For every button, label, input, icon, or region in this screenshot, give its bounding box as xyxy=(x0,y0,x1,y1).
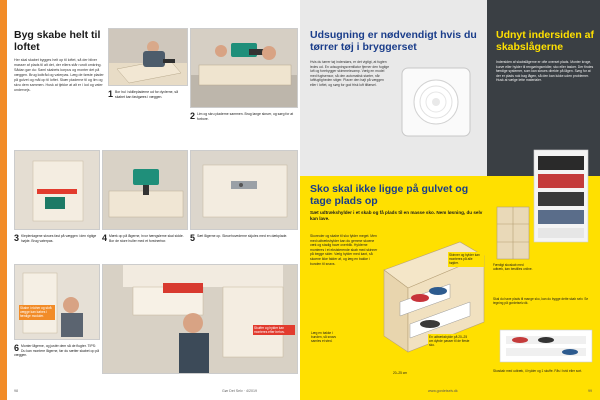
door-storage-title: Udnyt indersiden af skabslågerne xyxy=(496,29,595,53)
ventilation-body: Hvis du tørrer tøj indendørs, er det vigtigt, at fugten ledes ud. En udsugningsventilator fjerner den fugtige luft og forebygger skimmelsvamp. Vælg en model med fugtsensor, så den automatisk starter, når luftfugtigheden stiger. Placer den højt på væggen eller i loftet, og sørg for god frisk luft tilførsel. xyxy=(310,60,390,87)
step-caption-2 xyxy=(190,112,298,121)
photo-saw-work xyxy=(108,28,188,86)
shoe-cabinet-product xyxy=(532,148,590,244)
orange-accent-strip xyxy=(0,0,7,400)
photo-hinge-drill xyxy=(102,150,188,230)
step-caption-6 xyxy=(14,344,100,358)
photo-level-mount xyxy=(14,150,100,230)
step-text-1: Bor hul i skillepladerne ud for dyvlerne, så skabet kan fastgøres i væggen. xyxy=(115,90,178,99)
left-page-intro: Her skal skabet bygges helt op til loftet, så der bliver masser af plads til alt det, der ellers står rundt omkring. Sådan gør du: Saml skabets korpus og monter det på væggen. Brug lodtråd og vaterpas. Læg de første plader på gulvet og mål op til loftet. Skær pladerne til og lim og skru dem sammen. Husk at tjekke at alt er i lod og vater undervejs. xyxy=(14,58,104,92)
shoe-shelf-product xyxy=(496,326,596,366)
step-text-4: Mærk op på lågerne, hvor hængslerne skal sidde. Bor de store huller med et forstnerbor. xyxy=(109,234,184,243)
step-number-3: 3 xyxy=(14,233,20,243)
ventilation-title: Udsugning er nødvendigt hvis du tørrer tøj i bryggerset xyxy=(310,29,477,53)
shoe-storage-body: Skoreoler og skabe til sko fylder meget. Men med udtrækshylder kan du gemme skoene væk og stadig have overblik. Hylderne monteres i et eksisterende skab med skinner på begge sider. Vælg hylder med kant, så skoene ikke falder af, og læg en bakke i bunden til snavs. xyxy=(310,234,378,266)
drawer-unit-product xyxy=(496,206,530,260)
shoe-label-tray: Læg en bakke i bunden, så snavs samles et sted. xyxy=(310,330,346,345)
left-page-number: 98 xyxy=(14,389,18,393)
step-text-3: Kleplenlagene skrues fast på væggen i den rigtige højde. Brug vaterpas. xyxy=(21,234,97,243)
right-page-url: www.gordetselv.dk xyxy=(428,389,458,393)
photo-hinge-mount xyxy=(190,150,298,230)
step-caption-3 xyxy=(14,234,100,243)
step-number-1: 1 xyxy=(108,89,114,99)
shoe-label-depth: En udtrækshylde på 20–25 cm dybde passer til de fleste sko. xyxy=(428,334,472,349)
step-caption-5 xyxy=(190,234,298,243)
photo-cabinet-install xyxy=(102,264,298,374)
step-text-2: Lim og skru pladerne sammen. Brug lange skruer, og sørg for at forbore. xyxy=(197,112,294,121)
product-note-3: Skoskab med udtræk, 4 hylder og 1 skuffe. Fås i hvid eller sort. xyxy=(493,369,583,373)
product-note-2: Skal du have plads til mange sko, kan du bygge dette skab selv. Se tegning på gordetselv.dk. xyxy=(493,297,589,306)
step-number-2: 2 xyxy=(190,111,196,121)
left-page-title: Byg skabe helt til loftet xyxy=(14,29,101,53)
step-number-5: 5 xyxy=(190,233,196,243)
photo-drilling xyxy=(190,28,298,108)
shoe-storage-title: Sko skal ikke ligge på gulvet og tage plads op xyxy=(310,183,469,207)
right-page-number: 99 xyxy=(588,389,592,393)
step-text-6: Monter lågerne, og justér dem så de flugter. TIPS: Du kan montere lågerne, før du sætter skabet op på væggen. xyxy=(14,344,100,358)
shoe-storage-lead: Sæt udtrækshylder i et skab og få plads til en masse sko. Nem løsning, du selv kan lave. xyxy=(310,210,483,221)
photo-caption-red: Skuffer og hylder kan monteres efter behov. xyxy=(253,325,295,335)
step-number-6: 6 xyxy=(14,343,20,353)
right-page xyxy=(300,0,600,400)
shoe-label-dimension: 20–25 cm xyxy=(392,370,414,376)
shoe-label-rails: Skinner og hylder kan monteres på alle højder. xyxy=(448,252,484,267)
step-number-4: 4 xyxy=(102,233,108,243)
tip-label: Skabe i nicher og skrå vægge kan købes i færdige moduler. xyxy=(19,305,55,320)
fan-image xyxy=(396,62,476,142)
step-caption-1 xyxy=(108,90,188,99)
left-page-issue: Gør Det Selv · 4/2019 xyxy=(222,389,257,393)
product-note-1: Færdigt skoskab med udtræk, kan bestilles online. xyxy=(493,263,533,272)
door-storage-body: Indersiden af skabslågerne er ofte overset plads. Monter kroge, kurve eller hylder til rengøringsmidler, sko eller tasker. Der findes færdige systemer, som kan skrues direkte på lågen. Sørg for at der er plads nok bag lågen, så den kan lukke uden problemer. Husk at vælge lette materialer. xyxy=(496,60,594,83)
photo-cabinet-door xyxy=(14,264,100,340)
step-text-5: Sæt lågerne op. Skruehovederne skjules med en dækplade. xyxy=(197,234,288,238)
step-caption-4 xyxy=(102,234,188,243)
